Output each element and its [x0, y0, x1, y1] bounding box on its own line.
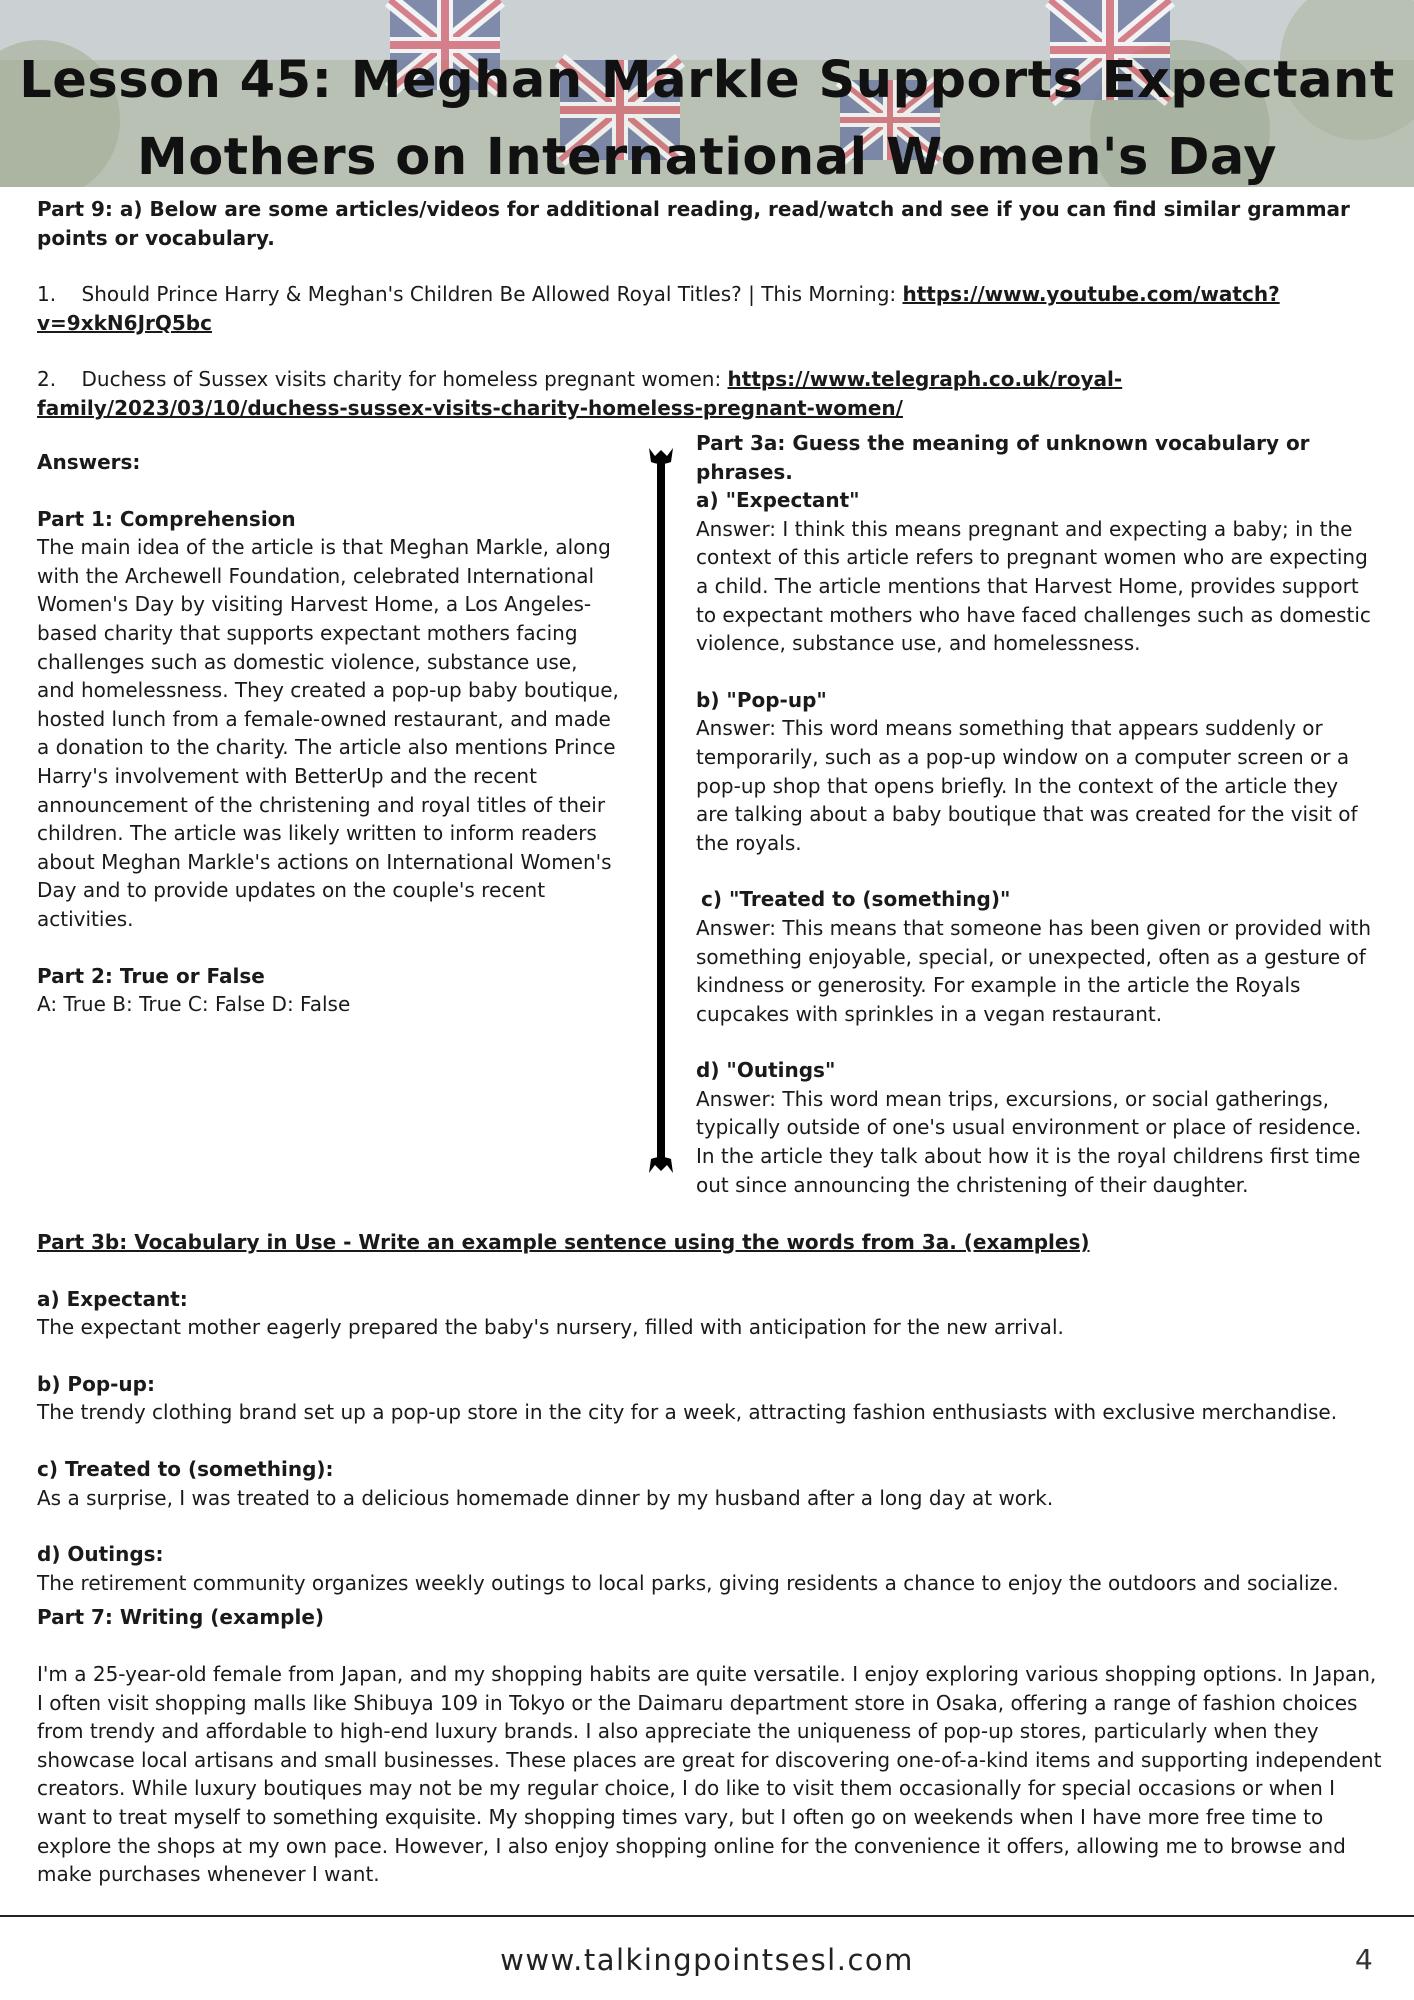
footer-divider: [0, 1915, 1414, 1917]
part3b-item-d-sentence: The retirement community organizes weekly outings to local parks, giving residents a chance to enjoy the outdoors and socialize.: [37, 1570, 1339, 1595]
part2-heading: Part 2: True or False: [37, 963, 265, 988]
part9-item-1-link[interactable]: https://www.youtube.com/watch?v=9xkN6JrQ5bc: [37, 282, 1280, 335]
answers-column: [37, 448, 620, 1019]
title-line-2: Mothers on International Women's Day: [136, 128, 1278, 187]
part3b-heading: Part 3b: Vocabulary in Use - Write an example sentence using the words from 3a. (examples): [37, 1230, 1090, 1254]
title-line-1: Lesson 45: Meghan Markle Supports Expectant: [19, 51, 1395, 110]
part9-section: [37, 195, 1377, 423]
part9-item-2: [37, 365, 1377, 422]
part2-text: A: True B: True C: False D: False: [37, 992, 351, 1017]
part7-heading: Part 7: Writing (example): [37, 1605, 325, 1630]
part3a-item-a-answer: Answer: I think this means pregnant and expecting a baby; in the context of this article refers to pregnant women who are expecting a child. The article mentions that Harvest Home, provides support to expectant mothers who have faced challenges such as domestic violence, substance use, and homelessness.: [696, 516, 1371, 656]
header-banner-photo: [0, 0, 1414, 187]
part7-text: I'm a 25-year-old female from Japan, and my shopping habits are quite versatile. I enjoy exploring various shopping options. In Japan, I often visit shopping malls like Shibuya 109 in Tokyo or the Daimaru department store in Osaka, offering a range of fashion choices from trendy and affordable to high-end luxury brands. I also appreciate the uniqueness of pop-up stores, particularly when they showcase local artisans and small businesses. These places are great for discovering one-of-a-kind items and supporting independent creators. While luxury boutiques may not be my regular choice, I do like to visit them occasionally for special occasions or when I want to treat myself to something exquisite. My shopping times vary, but I often go on weekends when I have more free time to explore the shops at my own pace. However, I also enjoy shopping online for the convenience it offers, allowing me to browse and make purchases whenever I want.: [37, 1661, 1382, 1887]
page-title: [0, 42, 1414, 187]
part1-text: The main idea of the article is that Meghan Markle, along with the Archewell Foundation, celebrated International Women's Day by visiting Harvest Home, a Los Angeles-based charity that supports expectant mothers facing challenges such as domestic violence, substance use, and homelessness. They created a pop-up baby boutique, hosted lunch from a female-owned restaurant, and made a donation to the charity. The article also mentions Prince Harry's involvement with BetterUp and the recent announcement of the christening and royal titles of their children. The article was likely written to inform readers about Meghan Markle's actions on International Women's Day and to provide updates on the couple's recent activities.: [37, 535, 619, 931]
part3b-and-part7-section: [37, 1228, 1387, 1889]
part3a-section: [696, 429, 1376, 1199]
part3b-item-c-sentence: As a surprise, I was treated to a delicious homemade dinner by my husband after a long day at work.: [37, 1485, 1054, 1510]
part9-intro: Part 9: a) Below are some articles/videos for additional reading, read/watch and see if you can find similar grammar points or vocabulary.: [37, 197, 1350, 250]
part1-heading: Part 1: Comprehension: [37, 506, 296, 531]
part3a-item-b-answer: Answer: This word means something that appears suddenly or temporarily, such as a pop-up window on a computer screen or a pop-up shop that opens briefly. In the context of the article they are talking about a baby boutique that was created for the visit of the royals.: [696, 716, 1358, 855]
part9-item-2-text: 2. Duchess of Sussex visits charity for homeless pregnant women:: [37, 367, 728, 392]
part3a-item-c-answer: Answer: This means that someone has been given or provided with something enjoyable, special, or unexpected, often as a gesture of kindness or generosity. For example in the article the Royals cupcakes with sprinkles in a vegan restaurant.: [696, 915, 1371, 1026]
part9-item-1: [37, 280, 1377, 337]
page-number: 4: [1355, 1943, 1373, 1976]
part3a-item-d-answer: Answer: This word mean trips, excursions, or social gatherings, typically outside of one's usual environment or place of residence. In the article they talk about how it is the royal childrens first time out since announcing the christening of their daughter.: [696, 1086, 1362, 1197]
answers-heading: Answers:: [37, 450, 141, 474]
part3b-item-d-label: d) Outings:: [37, 1542, 164, 1567]
part9-item-1-text: 1. Should Prince Harry & Meghan's Children Be Allowed Royal Titles? | This Morning:: [37, 282, 903, 307]
part3b-item-a-sentence: The expectant mother eagerly prepared the baby's nursery, filled with anticipation for the new arrival.: [37, 1315, 1064, 1340]
part3b-item-b-sentence: The trendy clothing brand set up a pop-up store in the city for a week, attracting fashion enthusiasts with exclusive merchandise.: [37, 1400, 1338, 1425]
part3a-heading: Part 3a: Guess the meaning of unknown vocabulary or phrases.: [696, 431, 1310, 484]
part3a-item-c-label: c) "Treated to (something)": [701, 887, 1011, 912]
column-divider-ornament: [647, 448, 675, 1173]
part3a-item-d-label: d) "Outings": [696, 1058, 836, 1083]
part3b-item-b-label: b) Pop-up:: [37, 1371, 155, 1396]
part3a-item-a-label: a) "Expectant": [696, 488, 860, 513]
part3b-item-c-label: c) Treated to (something):: [37, 1456, 334, 1481]
footer-url: www.talkingpointsesl.com: [500, 1943, 914, 1977]
part3b-item-a-label: a) Expectant:: [37, 1286, 188, 1311]
part3a-item-b-label: b) "Pop-up": [696, 687, 827, 712]
part9-item-2-link[interactable]: https://www.telegraph.co.uk/royal-family/2023/03/10/duchess-sussex-visits-charity-homeless-pregnant-women/: [37, 367, 1123, 420]
